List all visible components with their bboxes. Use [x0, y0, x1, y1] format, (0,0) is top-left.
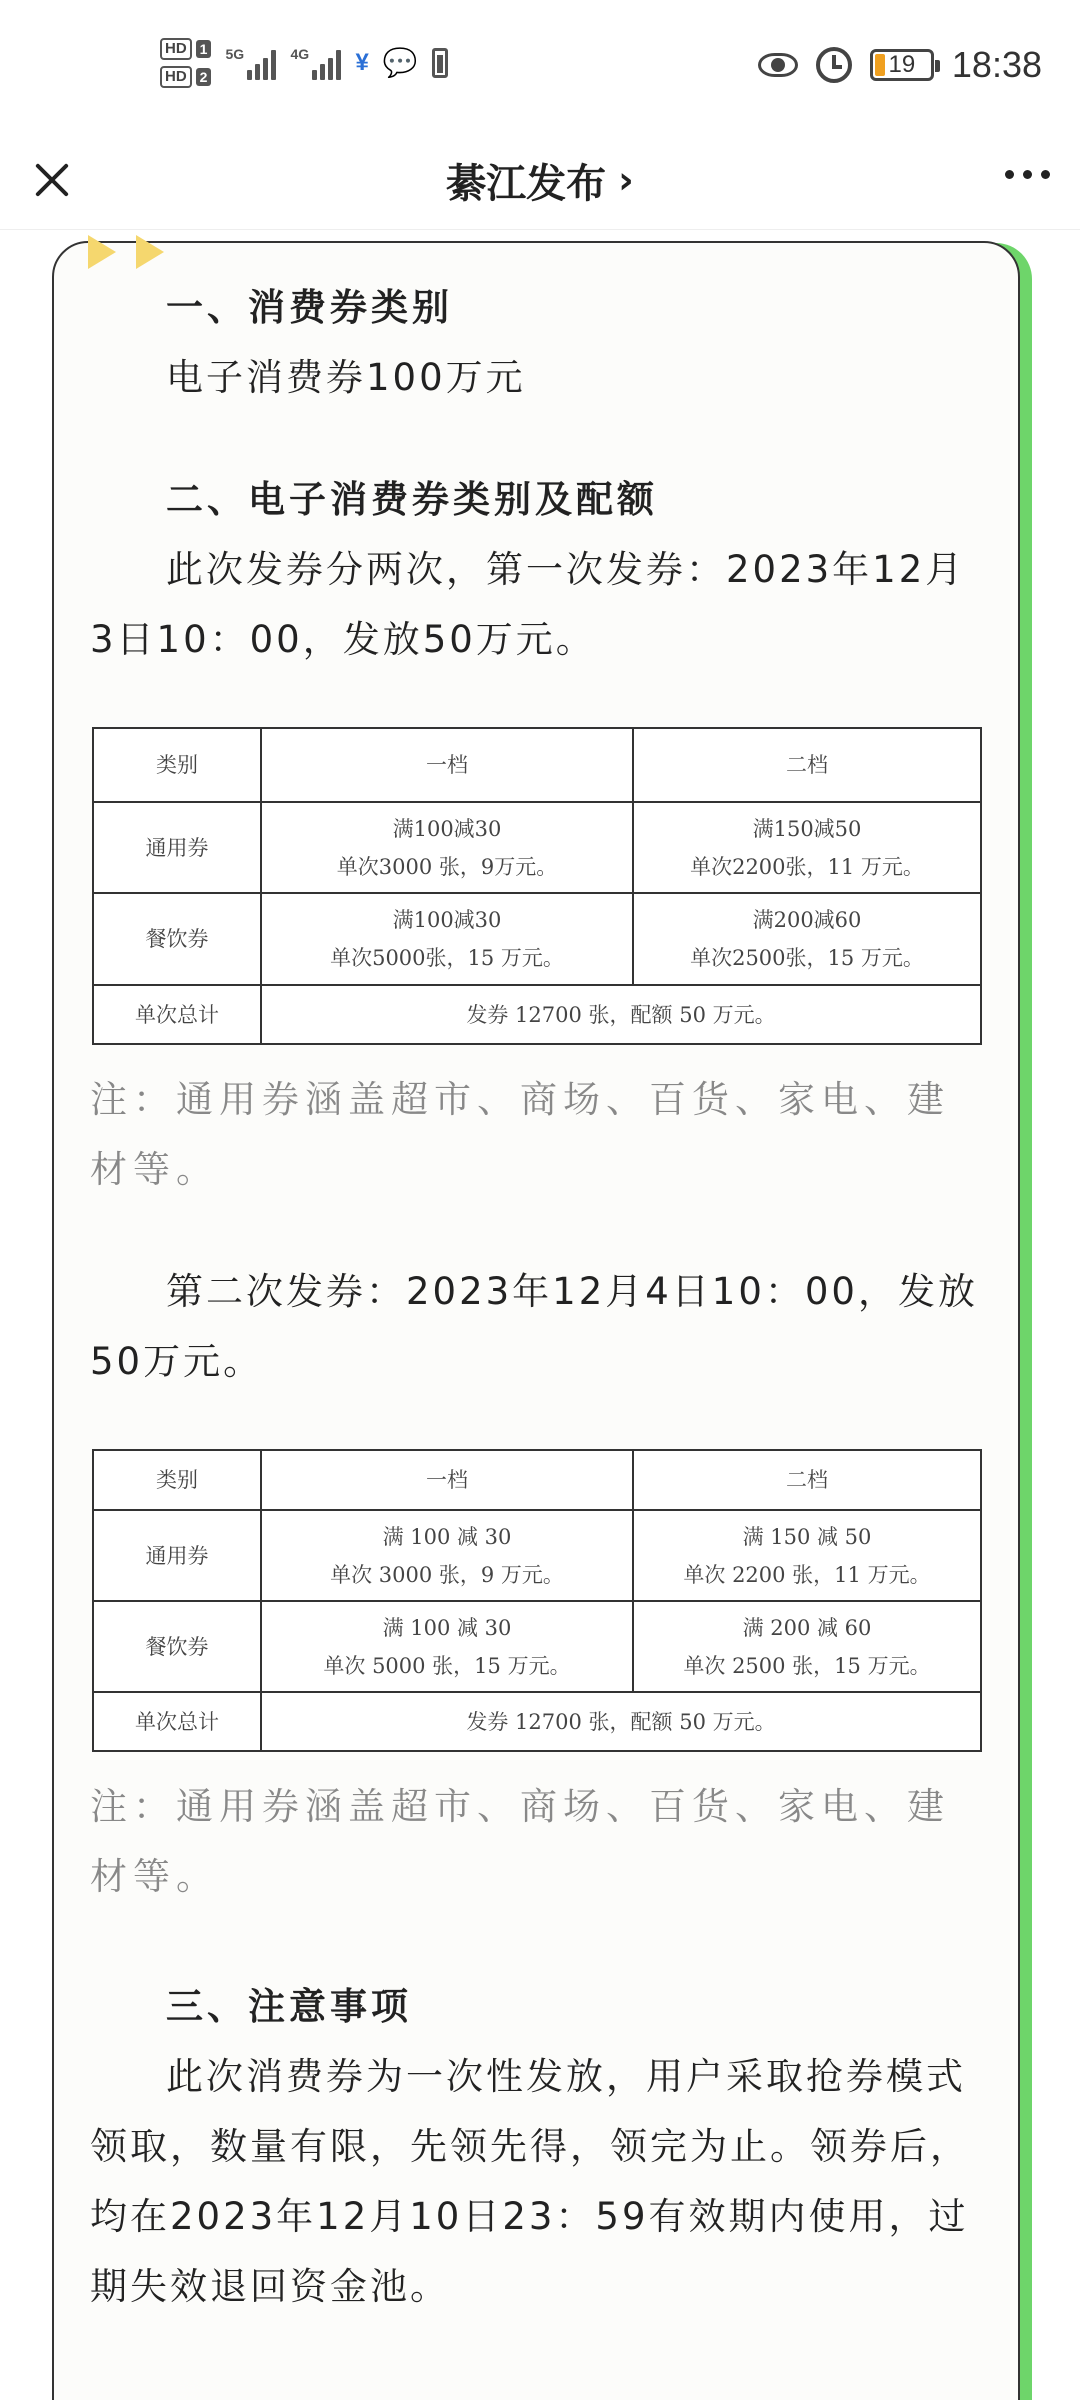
account-title: 綦江发布 [446, 160, 607, 207]
status-right [758, 44, 1042, 86]
status-left [160, 38, 448, 88]
payment-app-icon: ¥ [355, 49, 369, 76]
battery-icon [870, 49, 934, 81]
hd2-num: 2 [196, 68, 212, 86]
net2-label: 4G [290, 46, 310, 62]
cell-line: 满200减60 [752, 908, 862, 932]
table-cell [261, 1601, 633, 1692]
table-cell: 通用券 [93, 1510, 261, 1601]
cell-line: 满100减30 [392, 908, 502, 932]
hd-voice-indicators [160, 38, 211, 88]
cell-line: 单次3000 张，9万元。 [336, 854, 558, 879]
note-2: 注：通用券涵盖超市、商场、百货、家电、建材等。 [90, 1785, 950, 1898]
table-cell: 单次总计 [93, 985, 261, 1044]
section-2-body: 此次发券分两次，第一次发券：2023年12月3日10：00，发放50万元。 [90, 548, 966, 661]
cell-line: 满 100 减 30 [382, 1524, 512, 1549]
table-row [93, 802, 981, 893]
table-header: 类别 [93, 728, 261, 802]
status-bar [0, 0, 1080, 130]
second-issue-text: 第二次发券：2023年12月4日10：00，发放50万元。 [90, 1270, 978, 1383]
table-header: 二档 [633, 1450, 981, 1510]
table-cell [261, 1510, 633, 1601]
cell-line: 单次 5000 张，15 万元。 [323, 1653, 571, 1678]
section-3-body: 此次消费券为一次性发放，用户采取抢券模式领取，数量有限，先领先得，领完为止。领券后，均在2023年12月10日23：59有效期内使用，过期失效退回资金池。 [90, 2055, 970, 2308]
note-1: 注：通用券涵盖超市、商场、百货、家电、建材等。 [90, 1078, 950, 1191]
table-cell [261, 802, 633, 893]
coupon-table-1 [92, 727, 982, 1045]
cell-line: 满 150 减 50 [742, 1524, 872, 1549]
cell-line: 单次 2500 张，15 万元。 [683, 1653, 931, 1678]
table-row [93, 1510, 981, 1601]
hd-sim1-icon [160, 38, 211, 60]
eye-comfort-icon [758, 53, 798, 77]
table-cell: 发券 12700 张，配额 50 万元。 [261, 985, 981, 1044]
cell-line: 单次2500张，15 万元。 [690, 946, 924, 970]
table-header: 一档 [261, 728, 633, 802]
alarm-icon [816, 47, 852, 83]
article-content [90, 243, 984, 2322]
table-row-total [93, 985, 981, 1044]
article-scroll-area[interactable] [0, 231, 1080, 2400]
table-row-total [93, 1692, 981, 1751]
more-options-icon[interactable] [1005, 170, 1050, 179]
table-row [93, 893, 981, 985]
chevron-right-icon: › [618, 158, 634, 202]
table-cell: 餐饮券 [93, 1601, 261, 1692]
hd2-label: HD [160, 66, 192, 88]
table-cell [633, 1510, 981, 1601]
hd1-num: 1 [196, 40, 212, 58]
section-1-heading: 一、消费券类别 [166, 286, 453, 329]
hd1-label: HD [160, 38, 192, 60]
hd-sim2-icon [160, 66, 211, 88]
cell-line: 单次 3000 张，9 万元。 [330, 1562, 564, 1587]
cell-line: 满 100 减 30 [382, 1615, 512, 1640]
cell-line: 满150减50 [752, 816, 862, 841]
table-cell: 发券 12700 张，配额 50 万元。 [261, 1692, 981, 1751]
section-3-heading: 三、注意事项 [166, 1985, 412, 2028]
signal-4g-icon [290, 46, 341, 80]
table-header: 类别 [93, 1450, 261, 1510]
net1-label: 5G [225, 46, 245, 62]
cell-line: 满100减30 [392, 816, 502, 841]
account-title-link[interactable] [0, 130, 1080, 230]
top-nav-bar [0, 130, 1080, 230]
cell-line: 单次5000张，15 万元。 [330, 946, 564, 970]
article-frame [52, 241, 1020, 2400]
table-cell [633, 1601, 981, 1692]
table-row [93, 1601, 981, 1692]
wechat-icon: 💬 [382, 46, 418, 79]
cell-line: 单次2200张，11 万元。 [690, 854, 924, 879]
table-header: 二档 [633, 728, 981, 802]
signal-5g-icon [225, 46, 276, 80]
clock: 18:38 [951, 44, 1042, 85]
table-header: 一档 [261, 1450, 633, 1510]
coupon-table-2 [92, 1449, 982, 1752]
battery-level: 19 [888, 51, 916, 78]
table-cell: 通用券 [93, 802, 261, 893]
power-saving-icon [432, 48, 448, 78]
table-cell [633, 893, 981, 985]
table-cell: 餐饮券 [93, 893, 261, 985]
table-cell [633, 802, 981, 893]
cell-line: 单次 2200 张，11 万元。 [683, 1562, 931, 1587]
table-cell [261, 893, 633, 985]
table-cell: 单次总计 [93, 1692, 261, 1751]
section-2-heading: 二、电子消费券类别及配额 [166, 478, 658, 521]
cell-line: 满 200 减 60 [742, 1615, 872, 1640]
section-1-body: 电子消费券100万元 [166, 356, 526, 399]
